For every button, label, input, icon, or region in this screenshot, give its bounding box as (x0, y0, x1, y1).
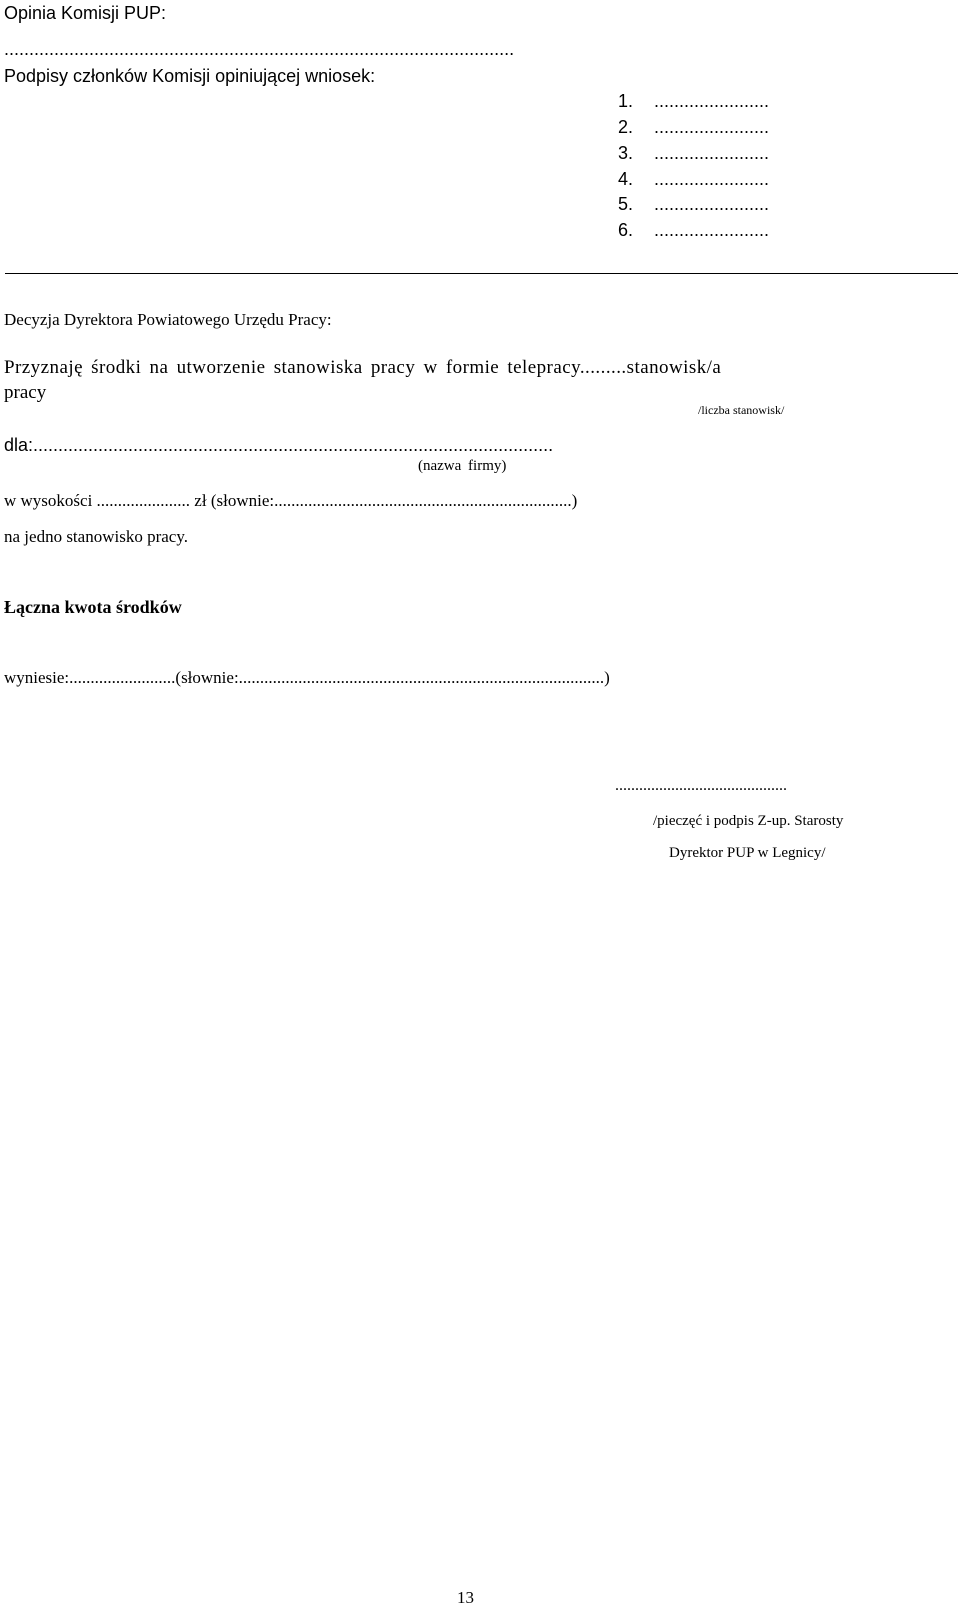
signature-line-1: 1. ....................... (618, 91, 770, 111)
count-caption: /liczba stanowisk/ (698, 403, 785, 417)
stamp-signature-line: ........................................... (615, 777, 787, 794)
opinion-label: Opinia Komisji PUP: (4, 3, 167, 23)
opinion-fill-line: ...................................................................................................... (4, 39, 515, 59)
total-title: Łączna kwota środków (4, 597, 182, 617)
per-position-text: na jedno stanowisko pracy. (4, 527, 188, 546)
section-divider (5, 273, 958, 274)
grant-line: Przyznaję środki na utworzenie stanowiska pracy w formie telepracy.........stanowisk/a (4, 357, 722, 378)
total-amount-line: wyniesie:.........................(słownie:......................................................................................) (4, 668, 610, 687)
grant-line-continued: pracy (4, 382, 47, 403)
signature-line-6: 6. ....................... (618, 220, 770, 240)
for-company-line: dla:........................................................................................................ (4, 435, 554, 455)
decision-title: Decyzja Dyrektora Powiatowego Urzędu Pracy: (4, 310, 332, 329)
signature-line-4: 4. ....................... (618, 169, 770, 189)
amount-line: w wysokości ...................... zł (słownie:......................................................................) (4, 491, 578, 510)
stamp-caption-line-2: Dyrektor PUP w Legnicy/ (669, 845, 826, 861)
page-number: 13 (457, 1588, 474, 1607)
signature-line-2: 2. ....................... (618, 117, 770, 137)
signatures-label: Podpisy członków Komisji opiniującej wniosek: (4, 66, 376, 86)
signature-line-5: 5. ....................... (618, 194, 770, 214)
company-caption: (nazwa firmy) (418, 458, 507, 474)
signature-line-3: 3. ....................... (618, 143, 770, 163)
stamp-caption-line-1: /pieczęć i podpis Z-up. Starosty (653, 813, 844, 829)
